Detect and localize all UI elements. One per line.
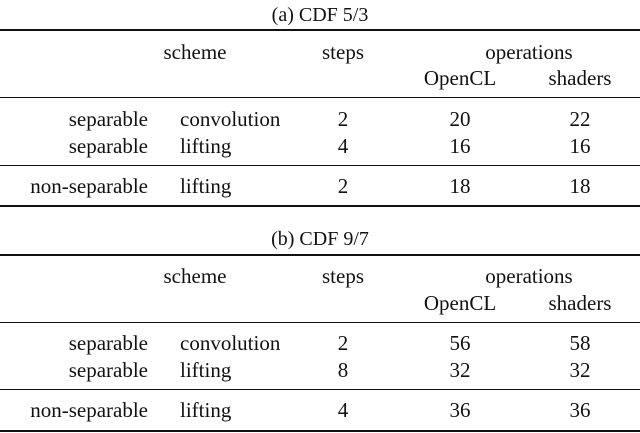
header-rule xyxy=(0,322,640,323)
cell-steps: 2 xyxy=(337,107,349,131)
cell-shaders: 16 xyxy=(569,134,591,158)
header-operations: operations xyxy=(485,264,573,288)
cell-steps: 8 xyxy=(337,358,349,382)
header-scheme: scheme xyxy=(163,40,227,64)
group-rule xyxy=(0,389,640,390)
cell-method: lifting xyxy=(180,134,232,158)
cell-steps: 4 xyxy=(337,134,349,158)
cell-type: separable xyxy=(68,134,148,158)
cell-opencl: 20 xyxy=(449,107,471,131)
bottom-rule xyxy=(0,430,640,432)
header-scheme: scheme xyxy=(163,264,227,288)
cell-method: convolution xyxy=(180,107,281,131)
cell-shaders: 32 xyxy=(569,358,591,382)
cell-shaders: 18 xyxy=(569,174,591,198)
table-b-caption: (b) CDF 9/7 xyxy=(271,228,369,250)
cell-steps: 2 xyxy=(337,331,349,355)
cell-opencl: 56 xyxy=(449,331,471,355)
cell-shaders: 22 xyxy=(569,107,591,131)
cell-steps: 2 xyxy=(337,174,349,198)
cell-method: convolution xyxy=(180,331,281,355)
cell-method: lifting xyxy=(180,398,232,422)
header-operations: operations xyxy=(485,40,573,64)
header-rule xyxy=(0,97,640,98)
cell-opencl: 16 xyxy=(449,134,471,158)
cell-method: lifting xyxy=(180,358,232,382)
group-rule xyxy=(0,165,640,166)
header-shaders: shaders xyxy=(548,66,612,90)
cell-shaders: 58 xyxy=(569,331,591,355)
cell-type: non-separable xyxy=(30,174,148,198)
cell-opencl: 36 xyxy=(449,398,471,422)
header-steps: steps xyxy=(322,40,364,64)
cell-method: lifting xyxy=(180,174,232,198)
bottom-rule xyxy=(0,205,640,207)
cell-type: separable xyxy=(68,331,148,355)
header-shaders: shaders xyxy=(548,291,612,315)
cell-steps: 4 xyxy=(337,398,349,422)
top-rule xyxy=(0,29,640,31)
top-rule xyxy=(0,254,640,256)
cell-type: separable xyxy=(68,358,148,382)
cell-opencl: 18 xyxy=(449,174,471,198)
cell-opencl: 32 xyxy=(449,358,471,382)
header-opencl: OpenCL xyxy=(423,291,497,315)
cell-type: separable xyxy=(68,107,148,131)
header-opencl: OpenCL xyxy=(423,66,497,90)
cell-type: non-separable xyxy=(30,398,148,422)
header-steps: steps xyxy=(322,264,364,288)
cell-shaders: 36 xyxy=(569,398,591,422)
table-a-caption: (a) CDF 5/3 xyxy=(271,4,369,26)
